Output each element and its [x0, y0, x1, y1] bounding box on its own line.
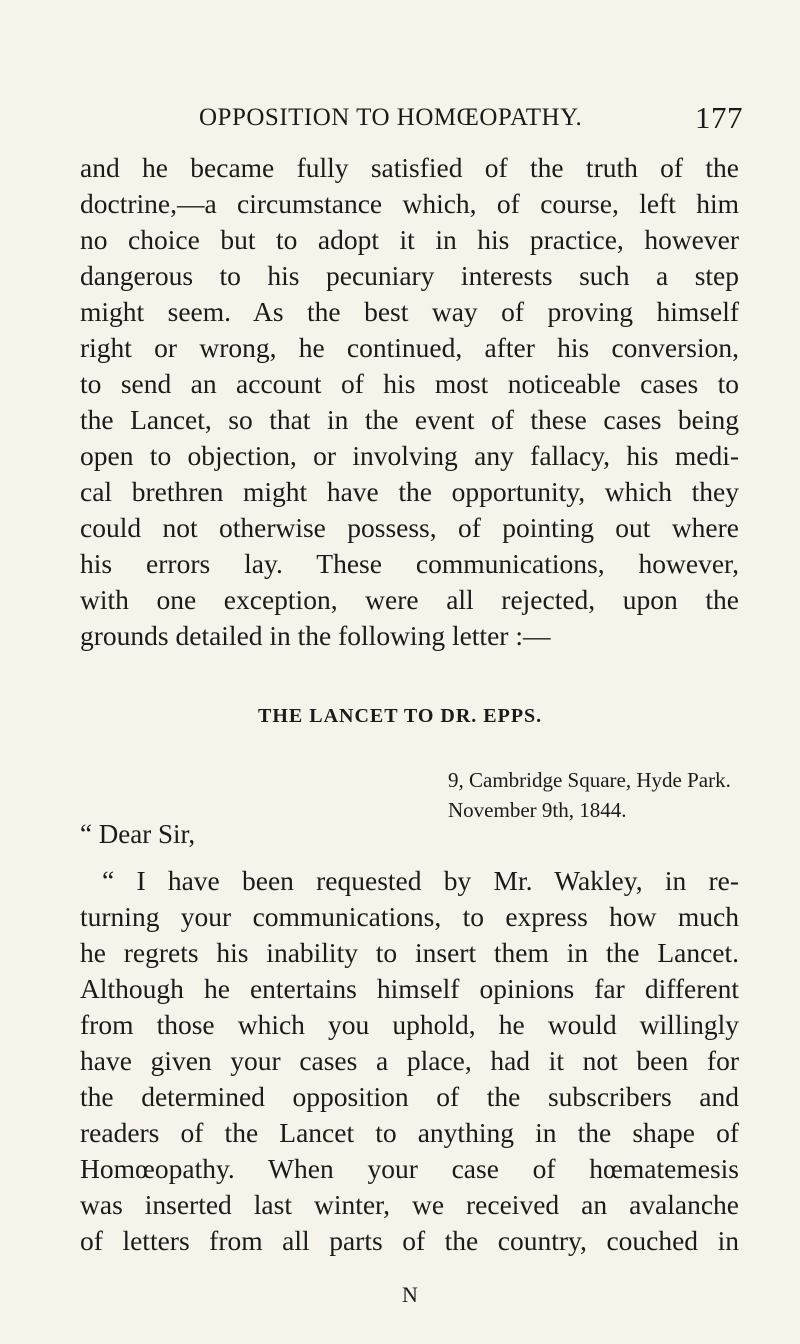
text-line: have given your cases a place, had it not been for	[80, 1045, 739, 1076]
running-title: OPPOSITION TO HOMŒOPATHY.	[199, 104, 583, 131]
text-line: and he became fully satisfied of the truth of the	[80, 152, 739, 183]
text-line: grounds detailed in the following letter :—	[80, 620, 551, 651]
text-line: might seem. As the best way of proving himself	[80, 296, 739, 327]
running-header	[199, 100, 759, 140]
text-line: Although he entertains himself opinions far different	[80, 973, 739, 1004]
salutation: “ Dear Sir,	[80, 819, 196, 849]
text-line: he regrets his inability to insert them in the Lancet.	[80, 937, 739, 968]
paragraph-opening	[80, 150, 739, 654]
text-line: with one exception, were all rejected, upon the	[80, 584, 739, 615]
text-line: turning your communications, to express how much	[80, 901, 739, 932]
letter-paragraph	[80, 863, 739, 1259]
text-line: Homœopathy. When your case of hœmatemesis	[80, 1153, 739, 1184]
date-line: November 9th, 1844.	[448, 798, 627, 822]
text-line: doctrine,—a circumstance which, of course, left him	[80, 188, 739, 219]
signature-mark: N	[402, 1282, 418, 1307]
text-line: his errors lay. These communications, however,	[80, 548, 739, 579]
text-line: was inserted last winter, we received an avalanche	[80, 1189, 739, 1220]
text-line: open to objection, or involving any fallacy, his medi-	[80, 440, 739, 471]
text-line: could not otherwise possess, of pointing out where	[80, 512, 739, 543]
text-line: readers of the Lancet to anything in the shape of	[80, 1117, 739, 1148]
text-line: right or wrong, he continued, after his conversion,	[80, 332, 739, 363]
text-line: the Lancet, so that in the event of these cases being	[80, 404, 739, 435]
page-number: 177	[695, 100, 743, 135]
text-line: no choice but to adopt it in his practice, however	[80, 224, 739, 255]
address-line: 9, Cambridge Square, Hyde Park.	[448, 768, 731, 792]
text-line: of letters from all parts of the country, couched in	[80, 1225, 739, 1256]
text-line: from those which you uphold, he would willingly	[80, 1009, 739, 1040]
text-line: “ I have been requested by Mr. Wakley, in re-	[102, 865, 739, 896]
text-line: cal brethren might have the opportunity, which they	[80, 476, 739, 507]
text-line: dangerous to his pecuniary interests such a step	[80, 260, 739, 291]
text-line: to send an account of his most noticeable cases to	[80, 368, 739, 399]
letter-address	[448, 765, 768, 825]
letter-heading: THE LANCET TO DR. EPPS.	[258, 705, 543, 727]
text-line: the determined opposition of the subscribers and	[80, 1081, 739, 1112]
